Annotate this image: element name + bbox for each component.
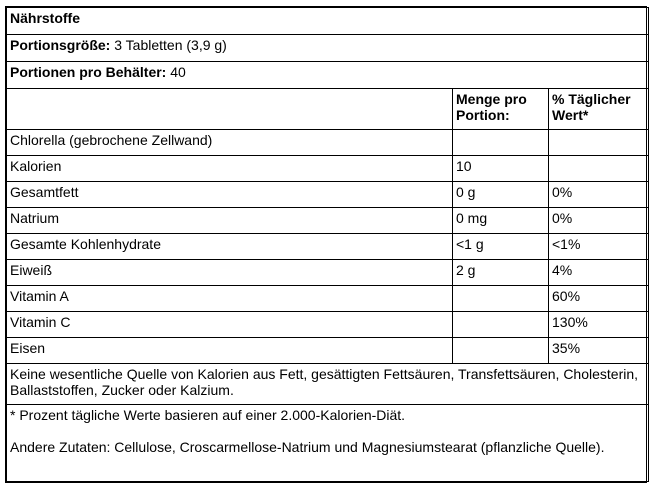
nutrient-row: [7, 234, 649, 260]
panel-title: Nährstoffe: [7, 8, 649, 35]
nutrition-panel: [5, 6, 647, 483]
nutrient-name: Gesamtfett: [7, 182, 453, 208]
nutrient-name: Vitamin C: [7, 312, 453, 338]
nutrient-name: Gesamte Kohlenhydrate: [7, 234, 453, 260]
nutrient-amount: [453, 286, 549, 312]
nutrient-name: Vitamin A: [7, 286, 453, 312]
nutrition-table: [6, 7, 649, 482]
nutrient-daily-value: 0%: [549, 182, 649, 208]
footnote-daily-value: * Prozent tägliche Werte basieren auf einer 2.000-Kalorien-Diät.: [7, 405, 649, 432]
nutrient-amount: 10: [453, 156, 549, 182]
other-ingredients: Andere Zutaten: Cellulose, Croscarmellose-Natrium und Magnesiumstearat (pflanzliche Quelle).: [7, 431, 649, 482]
nutrient-amount: [453, 130, 549, 156]
nutrient-row: [7, 182, 649, 208]
servings-value: 40: [170, 64, 186, 80]
nutrient-row: [7, 286, 649, 312]
serving-size-label: Portionsgröße:: [10, 37, 111, 53]
nutrient-row: [7, 156, 649, 182]
servings-label: Portionen pro Behälter:: [10, 64, 167, 80]
nutrient-daily-value: 130%: [549, 312, 649, 338]
nutrient-daily-value: 4%: [549, 260, 649, 286]
nutrient-amount: 0 g: [453, 182, 549, 208]
nutrient-name: Eisen: [7, 338, 453, 364]
nutrient-row: [7, 208, 649, 234]
nutrient-amount: 2 g: [453, 260, 549, 286]
nutrient-name: Natrium: [7, 208, 453, 234]
nutrient-row: [7, 312, 649, 338]
nutrient-daily-value: [549, 130, 649, 156]
nutrient-amount: [453, 338, 549, 364]
nutrient-daily-value: <1%: [549, 234, 649, 260]
nutrient-row: [7, 338, 649, 364]
nutrient-daily-value: [549, 156, 649, 182]
nutrient-name: Eiweiß: [7, 260, 453, 286]
serving-size-value: 3 Tabletten (3,9 g): [114, 37, 227, 53]
nutrient-amount: 0 mg: [453, 208, 549, 234]
nutrient-amount: [453, 312, 549, 338]
header-daily-value: % Täglicher Wert*: [549, 89, 649, 130]
nutrient-name: Chlorella (gebrochene Zellwand): [7, 130, 453, 156]
footnote-source: Keine wesentliche Quelle von Kalorien aus Fett, gesättigten Fettsäuren, Transfettsäuren, Cholesterin, Ballaststoffen, Zucker oder Kalzium.: [7, 364, 649, 405]
nutrient-name: Kalorien: [7, 156, 453, 182]
nutrient-daily-value: 35%: [549, 338, 649, 364]
nutrient-row: [7, 130, 649, 156]
nutrient-daily-value: 0%: [549, 208, 649, 234]
nutrient-amount: <1 g: [453, 234, 549, 260]
serving-size: [7, 35, 649, 62]
nutrient-rows: [7, 130, 649, 364]
header-amount: Menge pro Portion:: [453, 89, 549, 130]
nutrient-row: [7, 260, 649, 286]
nutrient-daily-value: 60%: [549, 286, 649, 312]
servings-per-container: [7, 62, 649, 89]
header-blank: [7, 89, 453, 130]
